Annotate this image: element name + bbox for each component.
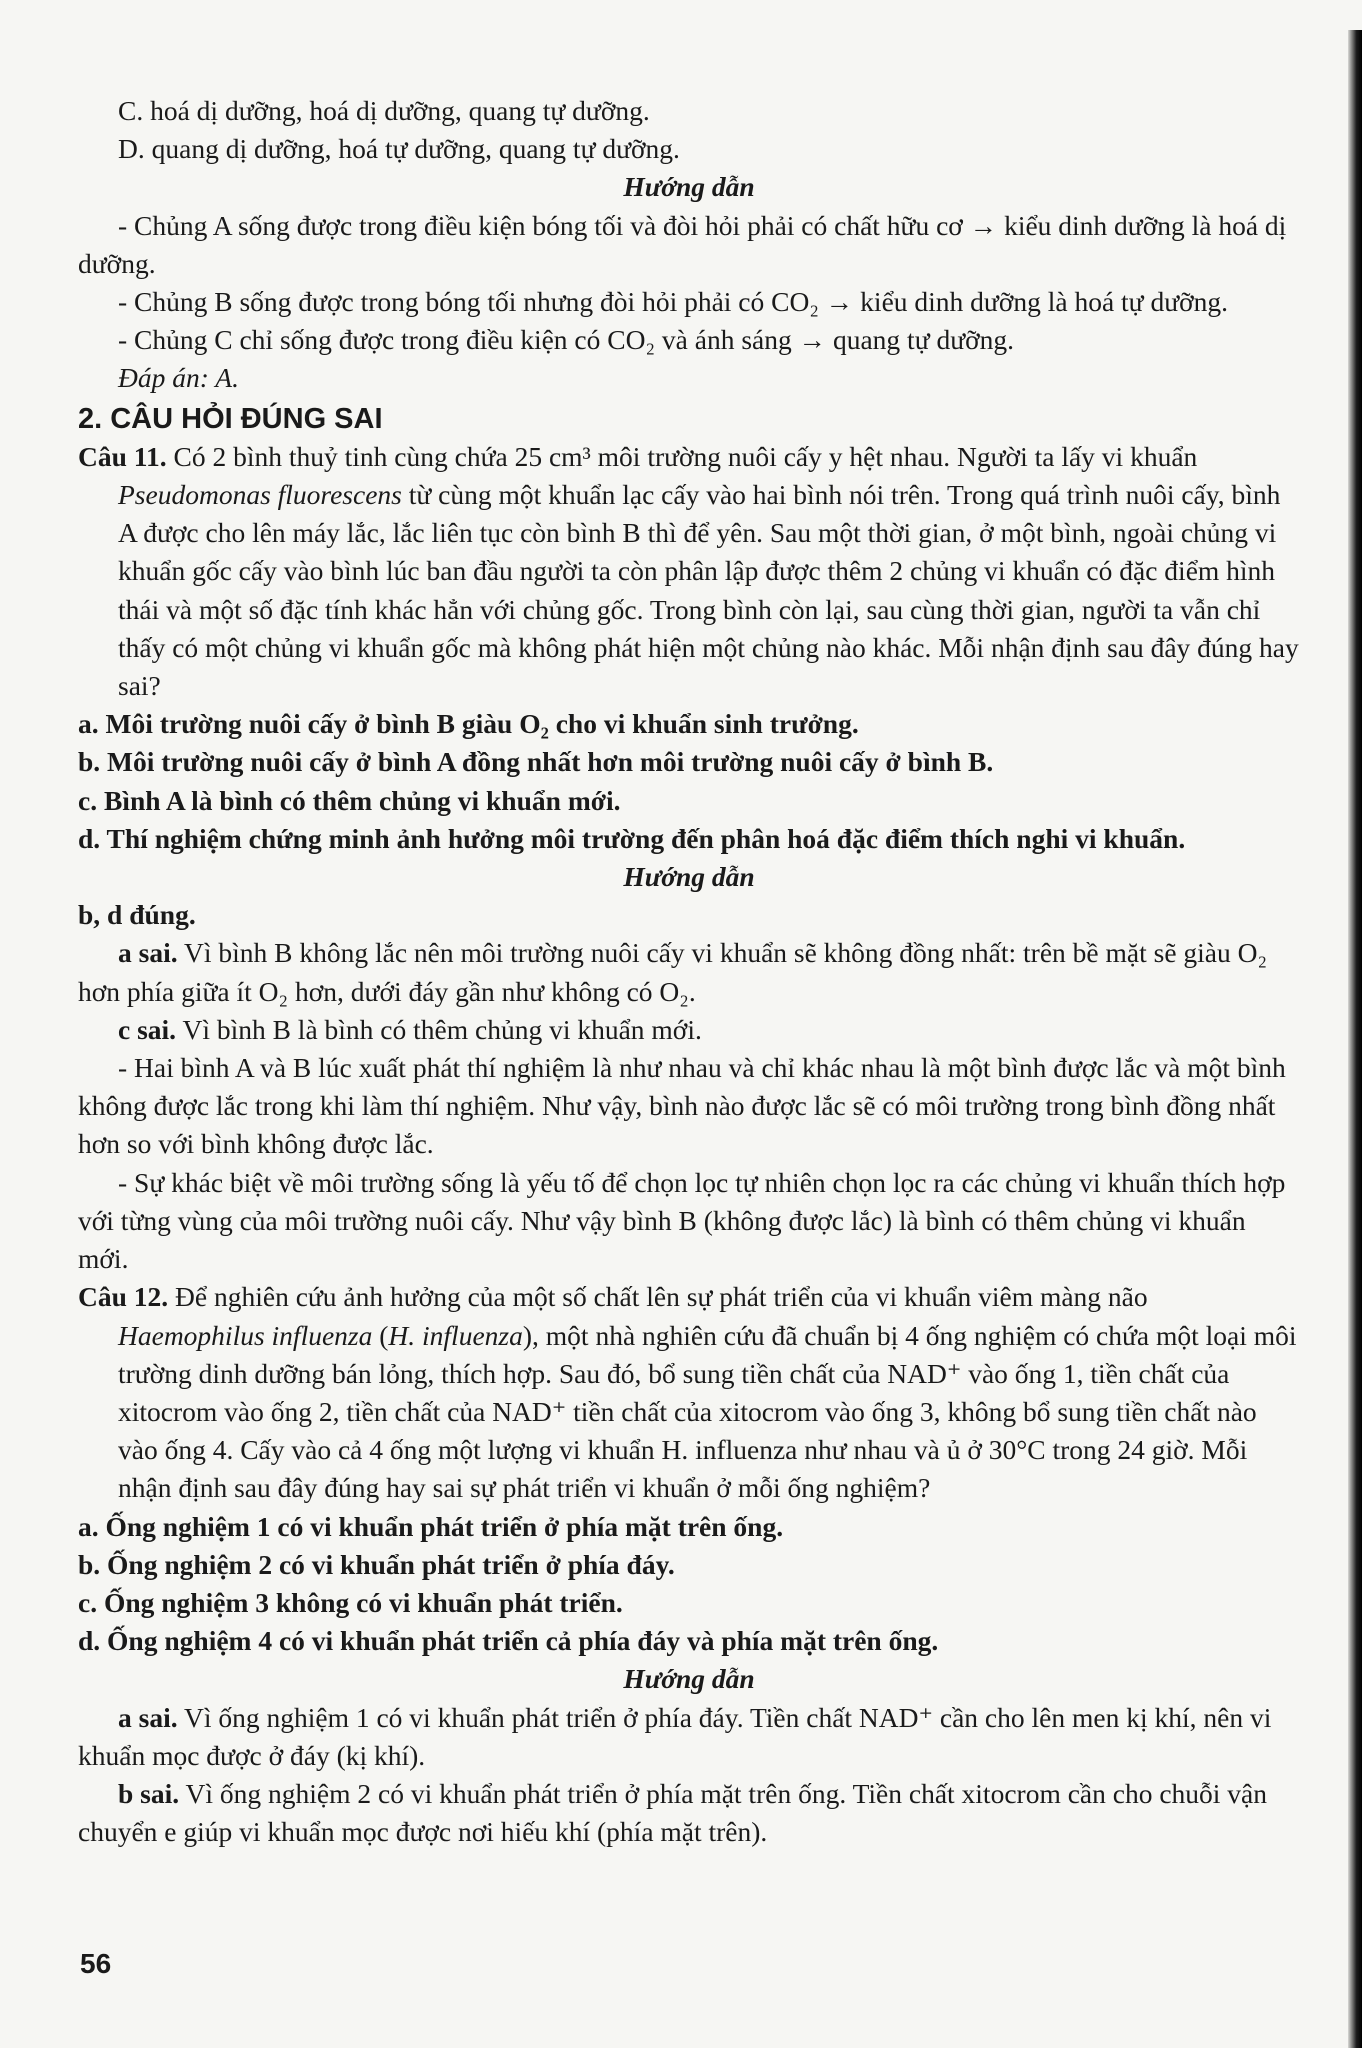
q11-correct: b, d đúng. [78,899,196,931]
section-title: 2. CÂU HỎI ĐÚNG SAI [78,402,383,435]
answer: Đáp án: A. [118,362,239,394]
q11-item-a: a. Môi trường nuôi cấy ở bình B giàu O₂ cho vi khuẩn sinh trưởng. [78,708,859,740]
question-11-text-1: Có 2 bình thuỷ tinh cùng chứa 25 cm³ môi trường nuôi cấy y hệt nhau. Người ta lấy vi khuẩn [173,440,1198,472]
q12-item-c: c. Ống nghiệm 3 không có vi khuẩn phát triển. [78,1586,623,1618]
q11-a-explanation: a sai. Vì bình B không lắc nên môi trường nuôi cấy vi khuẩn sẽ không đồng nhất: trên bề mặt sẽ giàu O₂ hơn phía giữa ít O₂ hơn, dưới đáy gần như không có O₂. [78,937,1268,1007]
q12-guide-heading: Hướng dẫn [623,1663,755,1695]
q11-paragraph-1: - Hai bình A và B lúc xuất phát thí nghiệm là như nhau và chỉ khác nhau là một bình được lắc và một bình không được lắc trong khi làm thí nghiệm. Như vậy, bình nào được lắc sẽ có môi trường trong bình đồng nhất hơn so với bình không được lắc. [78,1052,1286,1160]
q12-b-explanation: b sai. Vì ống nghiệm 2 có vi khuẩn phát triển ở phía mặt trên ống. Tiền chất xitocrom cần cho chuỗi vận chuyển e giúp vi khuẩn mọc được nơi hiếu khí (phía mặt trên). [78,1777,1268,1848]
question-11 [78,438,1300,705]
q11-item-b: b. Môi trường nuôi cấy ở bình A đồng nhất hơn môi trường nuôi cấy ở bình B. [78,746,994,778]
question-11-species: Pseudomonas fluorescens [118,479,402,511]
question-12-label: Câu 12. [78,1281,169,1313]
guide-line-a: - Chủng A sống được trong điều kiện bóng tối và đòi hỏi phải có chất hữu cơ → kiểu dinh dưỡng là hoá dị dưỡng. [78,209,1287,279]
q11-item-d: d. Thí nghiệm chứng minh ảnh hưởng môi trường đến phân hoá đặc điểm thích nghi vi khuẩn. [78,822,1186,854]
option-d: D. quang dị dưỡng, hoá tự dưỡng, quang tự dưỡng. [118,133,680,165]
q12-item-b: b. Ống nghiệm 2 có vi khuẩn phát triển ở phía đáy. [78,1548,675,1580]
guide-line-b: - Chủng B sống được trong bóng tối nhưng đòi hỏi phải có CO₂ → kiểu dinh dưỡng là hoá tự dưỡng. [118,286,1229,318]
q12-item-a: a. Ống nghiệm 1 có vi khuẩn phát triển ở phía mặt trên ống. [78,1510,784,1542]
guide-heading: Hướng dẫn [623,171,755,203]
page-edge-shadow [1348,30,1362,2048]
page-content [78,92,1300,1851]
question-11-label: Câu 11. [78,440,167,472]
q12-item-d: d. Ống nghiệm 4 có vi khuẩn phát triển cả phía đáy và phía mặt trên ống. [78,1625,939,1657]
guide-line-c: - Chủng C chỉ sống được trong điều kiện có CO₂ và ánh sáng → quang tự dưỡng. [118,324,1015,356]
q12-a-explanation: a sai. Vì ống nghiệm 1 có vi khuẩn phát triển ở phía đáy. Tiền chất NAD⁺ cần cho lên men kị khí, nên vi khuẩn mọc được ở đáy (kị khí). [78,1701,1272,1771]
question-12-species-short: H. influenza [388,1319,523,1351]
question-11-text-2: từ cùng một khuẩn lạc cấy vào hai bình nói trên. Trong quá trình nuôi cấy, bình A được cho lên máy lắc, lắc liên tục còn bình B thì để yên. Sau một thời gian, ở một bình, ngoài chủng vi khuẩn gốc cấy vào bình lúc ban đầu người ta còn phân lập được thêm 2 chủng vi khuẩn có đặc điểm hình thái và một số đặc tính khác hẳn với chủng gốc. Trong bình còn lại, sau cùng thời gian, người ta vẫn chỉ thấy có một chủng vi khuẩn gốc mà không phát hiện một chủng nào khác. Mỗi nhận định sau đây đúng hay sai? [118,479,1299,702]
q11-c-explanation: c sai. Vì bình B là bình có thêm chủng vi khuẩn mới. [118,1013,702,1045]
q11-paragraph-2: - Sự khác biệt về môi trường sống là yếu tố để chọn lọc tự nhiên chọn lọc ra các chủng vi khuẩn thích hợp với từng vùng của môi trường nuôi cấy. Như vậy bình B (không được lắc) là bình có thêm chủng vi khuẩn mới. [78,1166,1286,1275]
page-number: 56 [80,1948,112,1979]
q11-item-c: c. Bình A là bình có thêm chủng vi khuẩn mới. [78,784,621,816]
q11-guide-heading: Hướng dẫn [623,861,755,893]
question-12: Câu 12. Để nghiên cứu ảnh hưởng của một số chất lên sự phát triển của vi khuẩn viêm màng não Haemophilus influenza (H. influenza), một nhà nghiên cứu đã chuẩn bị 4 ống nghiệm có chứa một loại môi trường dinh dưỡng bán lỏng, thích hợp. Sau đó, bổ sung tiền chất của NAD⁺ vào ống 1, tiền chất của xitocrom vào ống 2, tiền chất của NAD⁺ tiền chất của xitocrom vào ống 3, không bổ sung tiền chất nào vào ống 4. Cấy vào cả 4 ống một lượng vi khuẩn H. influenza như nhau và ủ ở 30°C trong 24 giờ. Mỗi nhận định sau đây đúng hay sai sự phát triển vi khuẩn ở mỗi ống nghiệm? [78,1281,1297,1504]
option-c: C. hoá dị dưỡng, hoá dị dưỡng, quang tự dưỡng. [118,95,650,126]
question-12-species: Haemophilus influenza [118,1319,373,1351]
